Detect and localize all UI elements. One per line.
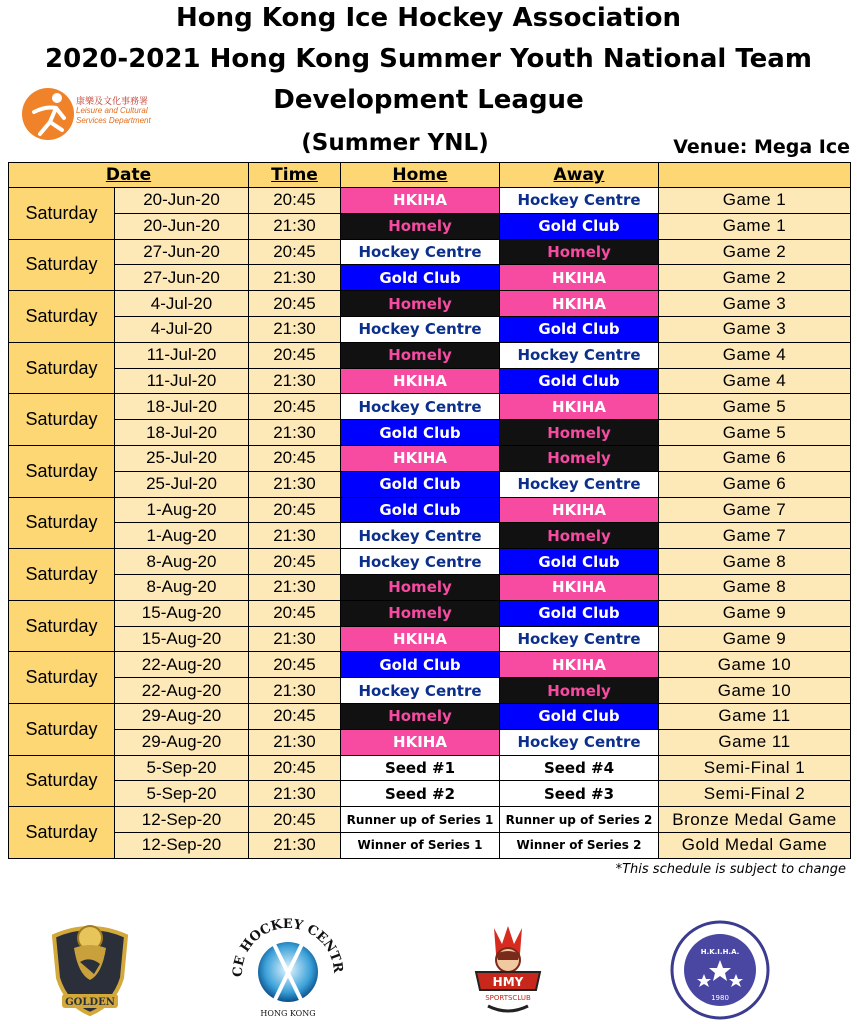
game-label-cell: Game 6 [659,445,851,471]
date-cell: 12-Sep-20 [115,832,249,858]
date-cell: 27-Jun-20 [115,265,249,291]
away-team-cell: HKIHA [500,394,659,420]
date-cell: 22-Aug-20 [115,678,249,704]
home-team-cell: Hockey Centre [341,316,500,342]
table-row [9,652,851,678]
time-cell: 20:45 [249,600,341,626]
date-cell: 25-Jul-20 [115,445,249,471]
game-label-cell: Game 9 [659,626,851,652]
game-label-cell: Game 1 [659,213,851,239]
time-cell: 21:30 [249,265,341,291]
time-cell: 21:30 [249,316,341,342]
time-cell: 21:30 [249,471,341,497]
away-team-cell: Homely [500,239,659,265]
game-label-cell: Game 10 [659,678,851,704]
home-team-cell: HKIHA [341,445,500,471]
date-cell: 5-Sep-20 [115,781,249,807]
time-cell: 20:45 [249,342,341,368]
date-cell: 8-Aug-20 [115,549,249,575]
table-row [9,265,851,291]
table-row [9,729,851,755]
away-team-cell: Gold Club [500,549,659,575]
game-label-cell: Game 3 [659,291,851,317]
home-team-cell: HKIHA [341,729,500,755]
date-cell: 27-Jun-20 [115,239,249,265]
day-cell: Saturday [9,394,115,446]
home-team-cell: Homely [341,213,500,239]
home-team-cell: Homely [341,703,500,729]
home-team-cell: Hockey Centre [341,394,500,420]
table-row [9,316,851,342]
table-row [9,626,851,652]
game-label-cell: Game 8 [659,549,851,575]
away-team-cell: Homely [500,678,659,704]
centre-arc-text: CE HOCKEY CENTR [230,917,346,978]
time-cell: 20:45 [249,549,341,575]
home-team-cell: Gold Club [341,420,500,446]
table-row [9,600,851,626]
game-label-cell: Game 3 [659,316,851,342]
table-row [9,291,851,317]
table-row [9,832,851,858]
column-header-date: Date [9,163,249,188]
home-team-cell: Gold Club [341,497,500,523]
golden-club-crest-icon [44,918,136,1018]
title-line-2: 2020-2021 Hong Kong Summer Youth National Team [45,44,812,74]
day-cell: Saturday [9,652,115,704]
time-cell: 20:45 [249,807,341,833]
date-cell: 8-Aug-20 [115,574,249,600]
away-team-cell: Hockey Centre [500,729,659,755]
game-label-cell: Game 2 [659,239,851,265]
lcsd-english-name-2: Services Department [76,116,151,125]
time-cell: 20:45 [249,703,341,729]
time-cell: 21:30 [249,368,341,394]
home-team-cell: Homely [341,291,500,317]
away-team-cell: Gold Club [500,703,659,729]
hmy-text: HMY [492,975,524,989]
day-cell: Saturday [9,703,115,755]
header-row [9,163,851,188]
table-row [9,703,851,729]
column-header-game [659,163,851,188]
game-label-cell: Game 7 [659,523,851,549]
ice-hockey-centre-icon [228,910,348,1020]
game-label-cell: Game 2 [659,265,851,291]
home-team-cell: Hockey Centre [341,678,500,704]
home-team-cell: Hockey Centre [341,239,500,265]
date-cell: 25-Jul-20 [115,471,249,497]
day-cell: Saturday [9,600,115,652]
away-team-cell: Runner up of Series 2 [500,807,659,833]
time-cell: 20:45 [249,652,341,678]
away-team-cell: Seed #3 [500,781,659,807]
time-cell: 21:30 [249,574,341,600]
date-cell: 1-Aug-20 [115,497,249,523]
table-row [9,445,851,471]
table-row [9,188,851,214]
lcsd-english-name-1: Leisure and Cultural [76,106,148,115]
game-label-cell: Game 11 [659,729,851,755]
hkiha-year-text: 1980 [711,994,729,1002]
game-label-cell: Bronze Medal Game [659,807,851,833]
away-team-cell: HKIHA [500,574,659,600]
time-cell: 21:30 [249,832,341,858]
away-team-cell: HKIHA [500,265,659,291]
date-cell: 20-Jun-20 [115,188,249,214]
time-cell: 20:45 [249,239,341,265]
table-row [9,471,851,497]
table-row [9,368,851,394]
lcsd-chinese-name: 康樂及文化事務署 [76,96,149,106]
game-label-cell: Game 1 [659,188,851,214]
time-cell: 20:45 [249,497,341,523]
hkiha-star-seal-icon [668,918,772,1022]
date-cell: 1-Aug-20 [115,523,249,549]
game-label-cell: Semi-Final 1 [659,755,851,781]
date-cell: 12-Sep-20 [115,807,249,833]
table-row [9,497,851,523]
hmy-sports-club-icon [458,920,558,1020]
golden-club-text: GOLDEN [65,997,115,1008]
game-label-cell: Game 8 [659,574,851,600]
home-team-cell: Gold Club [341,471,500,497]
day-cell: Saturday [9,807,115,859]
day-cell: Saturday [9,239,115,291]
table-row [9,213,851,239]
away-team-cell: Gold Club [500,368,659,394]
away-team-cell: HKIHA [500,497,659,523]
table-row [9,394,851,420]
table-row [9,420,851,446]
game-label-cell: Game 4 [659,368,851,394]
away-team-cell: Winner of Series 2 [500,832,659,858]
home-team-cell: Winner of Series 1 [341,832,500,858]
time-cell: 21:30 [249,420,341,446]
golden-club-logo [44,918,136,1018]
away-team-cell: Seed #4 [500,755,659,781]
home-team-cell: Runner up of Series 1 [341,807,500,833]
game-label-cell: Game 5 [659,394,851,420]
date-cell: 15-Aug-20 [115,600,249,626]
time-cell: 21:30 [249,523,341,549]
day-cell: Saturday [9,342,115,394]
game-label-cell: Gold Medal Game [659,832,851,858]
time-cell: 21:30 [249,213,341,239]
date-cell: 11-Jul-20 [115,342,249,368]
column-header-home: Home [341,163,500,188]
table-row [9,574,851,600]
subtitle: (Summer YNL) [301,130,489,156]
away-team-cell: Gold Club [500,213,659,239]
lcsd-logo [20,84,170,146]
game-label-cell: Game 4 [659,342,851,368]
table-row [9,239,851,265]
date-cell: 18-Jul-20 [115,420,249,446]
away-team-cell: Hockey Centre [500,342,659,368]
home-team-cell: HKIHA [341,368,500,394]
game-label-cell: Game 10 [659,652,851,678]
home-team-cell: Gold Club [341,652,500,678]
time-cell: 21:30 [249,781,341,807]
game-label-cell: Game 9 [659,600,851,626]
home-team-cell: HKIHA [341,626,500,652]
schedule-disclaimer: *This schedule is subject to change [615,862,846,877]
game-label-cell: Game 7 [659,497,851,523]
away-team-cell: Homely [500,523,659,549]
away-team-cell: Hockey Centre [500,626,659,652]
home-team-cell: Homely [341,574,500,600]
home-team-cell: Hockey Centre [341,523,500,549]
date-cell: 4-Jul-20 [115,291,249,317]
away-team-cell: Gold Club [500,316,659,342]
date-cell: 4-Jul-20 [115,316,249,342]
home-team-cell: Seed #1 [341,755,500,781]
day-cell: Saturday [9,445,115,497]
time-cell: 20:45 [249,394,341,420]
home-team-cell: Hockey Centre [341,549,500,575]
date-cell: 29-Aug-20 [115,703,249,729]
centre-city-text: HONG KONG [260,1009,316,1018]
time-cell: 21:30 [249,729,341,755]
away-team-cell: HKIHA [500,652,659,678]
away-team-cell: Hockey Centre [500,471,659,497]
away-team-cell: Hockey Centre [500,188,659,214]
hmy-sports-club-logo [458,920,558,1020]
time-cell: 20:45 [249,188,341,214]
table-row [9,342,851,368]
schedule-table [8,162,851,859]
time-cell: 20:45 [249,755,341,781]
date-cell: 18-Jul-20 [115,394,249,420]
date-cell: 15-Aug-20 [115,626,249,652]
table-row [9,678,851,704]
hkiha-seal-text: H.K.I.H.A. [700,948,740,956]
time-cell: 21:30 [249,678,341,704]
date-cell: 5-Sep-20 [115,755,249,781]
hmy-subtext: SPORTSCLUB [485,994,531,1002]
column-header-away: Away [500,163,659,188]
away-team-cell: Homely [500,420,659,446]
game-label-cell: Game 5 [659,420,851,446]
title-line-1: Hong Kong Ice Hockey Association [175,3,682,33]
away-team-cell: Homely [500,445,659,471]
lcsd-runner-icon [20,84,82,146]
home-team-cell: Homely [341,600,500,626]
time-cell: 20:45 [249,291,341,317]
game-label-cell: Game 6 [659,471,851,497]
hkiha-logo [668,918,772,1022]
away-team-cell: HKIHA [500,291,659,317]
day-cell: Saturday [9,291,115,343]
game-label-cell: Semi-Final 2 [659,781,851,807]
table-row [9,523,851,549]
table-row [9,755,851,781]
away-team-cell: Gold Club [500,600,659,626]
table-row [9,781,851,807]
schedule-body [9,188,851,859]
day-cell: Saturday [9,549,115,601]
venue: Venue: Mega Ice [673,136,850,158]
column-header-time: Time [249,163,341,188]
date-cell: 20-Jun-20 [115,213,249,239]
date-cell: 11-Jul-20 [115,368,249,394]
table-row [9,549,851,575]
home-team-cell: Gold Club [341,265,500,291]
day-cell: Saturday [9,755,115,807]
day-cell: Saturday [9,188,115,240]
time-cell: 20:45 [249,445,341,471]
day-cell: Saturday [9,497,115,549]
ice-hockey-centre-logo [228,910,348,1020]
home-team-cell: Homely [341,342,500,368]
date-cell: 29-Aug-20 [115,729,249,755]
game-label-cell: Game 11 [659,703,851,729]
home-team-cell: HKIHA [341,188,500,214]
date-cell: 22-Aug-20 [115,652,249,678]
title-line-3: Development League [273,85,584,115]
table-row [9,807,851,833]
time-cell: 21:30 [249,626,341,652]
home-team-cell: Seed #2 [341,781,500,807]
